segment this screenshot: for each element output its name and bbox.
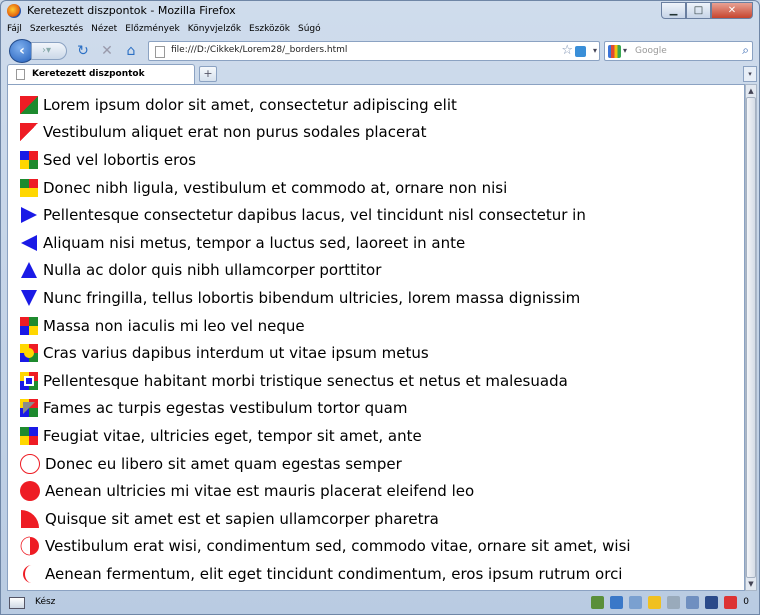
list-item-text: Sed vel lobortis eros bbox=[43, 150, 196, 169]
url-text[interactable]: file:///D:/Cikkek/Lorem28/_borders.html bbox=[171, 45, 348, 55]
search-input[interactable]: Google bbox=[635, 46, 667, 56]
list-item bbox=[20, 119, 631, 147]
list-item bbox=[20, 505, 631, 533]
menu-help[interactable]: Súgó bbox=[297, 24, 321, 34]
scroll-up-icon[interactable]: ▲ bbox=[746, 85, 756, 97]
list-item-text: Quisque sit amet est et sapien ullamcorper pharetra bbox=[45, 509, 439, 528]
new-tab-button[interactable]: + bbox=[199, 66, 217, 82]
list-item bbox=[20, 533, 631, 561]
list-item-text: Aliquam nisi metus, tempor a luctus sed, laoreet in ante bbox=[43, 233, 466, 252]
red-crescent-icon bbox=[20, 564, 40, 584]
list-item bbox=[20, 367, 631, 395]
gmail-icon[interactable] bbox=[724, 596, 737, 609]
window-title: Keretezett diszpontok - Mozilla Firefox bbox=[27, 4, 236, 17]
tab-favicon-icon bbox=[16, 69, 25, 80]
list-item bbox=[20, 339, 631, 367]
blue-left-triangle-icon bbox=[20, 234, 38, 252]
vertical-scrollbar[interactable] bbox=[745, 84, 757, 591]
list-item bbox=[20, 257, 631, 285]
list-item-text: Fames ac turpis egestas vestibulum tortor quam bbox=[43, 399, 408, 418]
list-item-text: Pellentesque consectetur dapibus lacus, vel tincidunt nisl consectetur in bbox=[43, 206, 586, 225]
status-addons bbox=[591, 596, 749, 609]
status-text: Kész bbox=[35, 597, 56, 607]
title-bar[interactable] bbox=[1, 1, 759, 21]
menu-bar bbox=[3, 22, 757, 38]
red-filled-circle-icon bbox=[20, 481, 40, 501]
list-item-text: Vestibulum aliquet erat non purus sodales placerat bbox=[43, 123, 427, 142]
bookmark-star-icon[interactable]: ☆ bbox=[561, 43, 573, 58]
search-bar[interactable] bbox=[604, 41, 753, 61]
blue-right-triangle-icon bbox=[20, 206, 38, 224]
list-item bbox=[20, 91, 631, 119]
close-button[interactable]: ✕ bbox=[711, 2, 753, 19]
addon-tool-icon[interactable] bbox=[667, 596, 680, 609]
green-red-yellow-square-icon bbox=[20, 179, 38, 197]
four-quadrant-square-icon bbox=[20, 317, 38, 335]
list-item bbox=[20, 395, 631, 423]
list-item-text: Nulla ac dolor quis nibh ullamcorper porttitor bbox=[43, 261, 382, 280]
back-button[interactable]: ‹ bbox=[9, 39, 35, 63]
list-item bbox=[20, 146, 631, 174]
google-icon[interactable] bbox=[608, 45, 621, 58]
circle-in-square-icon bbox=[20, 344, 38, 362]
addon-spacer-icon[interactable] bbox=[629, 596, 642, 609]
bullet-list bbox=[20, 91, 631, 588]
multicolor-triangle-square-icon bbox=[20, 427, 38, 445]
menu-view[interactable]: Nézet bbox=[91, 24, 118, 34]
red-quarter-circle-icon bbox=[20, 509, 40, 529]
list-item bbox=[20, 312, 631, 340]
gray-triangle-square-icon bbox=[20, 399, 38, 417]
addon-r-icon[interactable] bbox=[705, 596, 718, 609]
status-monitor-icon bbox=[9, 597, 25, 609]
firefox-logo-icon bbox=[7, 4, 21, 18]
stop-icon[interactable]: ✕ bbox=[101, 43, 113, 59]
list-item-text: Cras varius dapibus interdum ut vitae ipsum metus bbox=[43, 344, 429, 363]
blue-up-triangle-icon bbox=[20, 261, 38, 279]
addon-abp-icon[interactable] bbox=[686, 596, 699, 609]
window-controls bbox=[661, 2, 753, 19]
tab-label: Keretezett diszpontok bbox=[32, 69, 145, 79]
list-item bbox=[20, 229, 631, 257]
list-item-text: Aenean ultricies mi vitae est mauris placerat eleifend leo bbox=[45, 482, 475, 501]
list-item bbox=[20, 477, 631, 505]
list-item-text: Donec nibh ligula, vestibulum et commodo at, ornare non nisi bbox=[43, 178, 508, 197]
page-favicon-icon bbox=[155, 46, 165, 58]
url-dropdown-icon[interactable]: ▾ bbox=[592, 46, 597, 55]
warning-icon[interactable] bbox=[648, 596, 661, 609]
address-bar[interactable] bbox=[148, 41, 600, 61]
red-half-circle-icon bbox=[20, 536, 40, 556]
tab-keretezett-diszpontok[interactable] bbox=[7, 64, 195, 84]
forward-button[interactable]: ›▾ bbox=[31, 42, 67, 60]
blue-down-triangle-icon bbox=[20, 289, 38, 307]
red-outline-circle-icon bbox=[20, 454, 40, 474]
menu-edit[interactable]: Szerkesztés bbox=[29, 24, 84, 34]
tab-strip bbox=[3, 64, 757, 84]
page-content bbox=[7, 84, 745, 591]
list-item bbox=[20, 450, 631, 478]
list-item-text: Pellentesque habitant morbi tristique senectus et netus et malesuada bbox=[43, 371, 568, 390]
list-item-text: Vestibulum erat wisi, condimentum sed, commodo vitae, ornare sit amet, wisi bbox=[45, 537, 631, 556]
scroll-down-icon[interactable]: ▼ bbox=[746, 578, 756, 590]
minimize-button[interactable]: ▁ bbox=[661, 2, 686, 19]
list-item bbox=[20, 560, 631, 588]
framed-square-icon bbox=[20, 372, 38, 390]
search-engine-dropdown-icon[interactable]: ▾ bbox=[623, 46, 628, 55]
four-triangle-square-icon bbox=[20, 151, 38, 169]
feed-icon[interactable] bbox=[575, 46, 586, 57]
menu-tools[interactable]: Eszközök bbox=[249, 24, 290, 34]
menu-bookmarks[interactable]: Könyvjelzők bbox=[187, 24, 242, 34]
menu-file[interactable]: Fájl bbox=[7, 24, 22, 34]
maximize-button[interactable]: □ bbox=[686, 2, 711, 19]
reload-icon[interactable]: ↻ bbox=[77, 43, 89, 59]
gmail-count: 0 bbox=[743, 597, 749, 607]
navigation-toolbar bbox=[3, 39, 757, 63]
menu-history[interactable]: Előzmények bbox=[125, 24, 180, 34]
addon-gear-icon[interactable] bbox=[591, 596, 604, 609]
list-item-text: Massa non iaculis mi leo vel neque bbox=[43, 316, 305, 335]
list-item-text: Aenean fermentum, elit eget tincidunt condimentum, eros ipsum rutrum orci bbox=[45, 564, 623, 583]
list-item bbox=[20, 201, 631, 229]
search-icon[interactable]: ⌕ bbox=[742, 43, 749, 57]
list-item-text: Donec eu libero sit amet quam egestas semper bbox=[45, 454, 402, 473]
red-corner-triangle-icon bbox=[20, 123, 38, 141]
list-item bbox=[20, 422, 631, 450]
scrollbar-thumb[interactable] bbox=[746, 97, 756, 578]
status-bar bbox=[3, 593, 757, 613]
list-item bbox=[20, 174, 631, 202]
list-item-text: Nunc fringilla, tellus lobortis bibendum ultricies, lorem massa dignissim bbox=[43, 288, 581, 307]
list-item-text: Feugiat vitae, ultricies eget, tempor sit amet, ante bbox=[43, 426, 422, 445]
list-item-text: Lorem ipsum dolor sit amet, consectetur adipiscing elit bbox=[43, 95, 457, 114]
tab-list-button[interactable]: ▾ bbox=[743, 66, 757, 82]
red-green-diagonal-square-icon bbox=[20, 96, 38, 114]
list-item bbox=[20, 284, 631, 312]
home-icon[interactable]: ⌂ bbox=[126, 43, 136, 59]
addon-download-icon[interactable] bbox=[610, 596, 623, 609]
